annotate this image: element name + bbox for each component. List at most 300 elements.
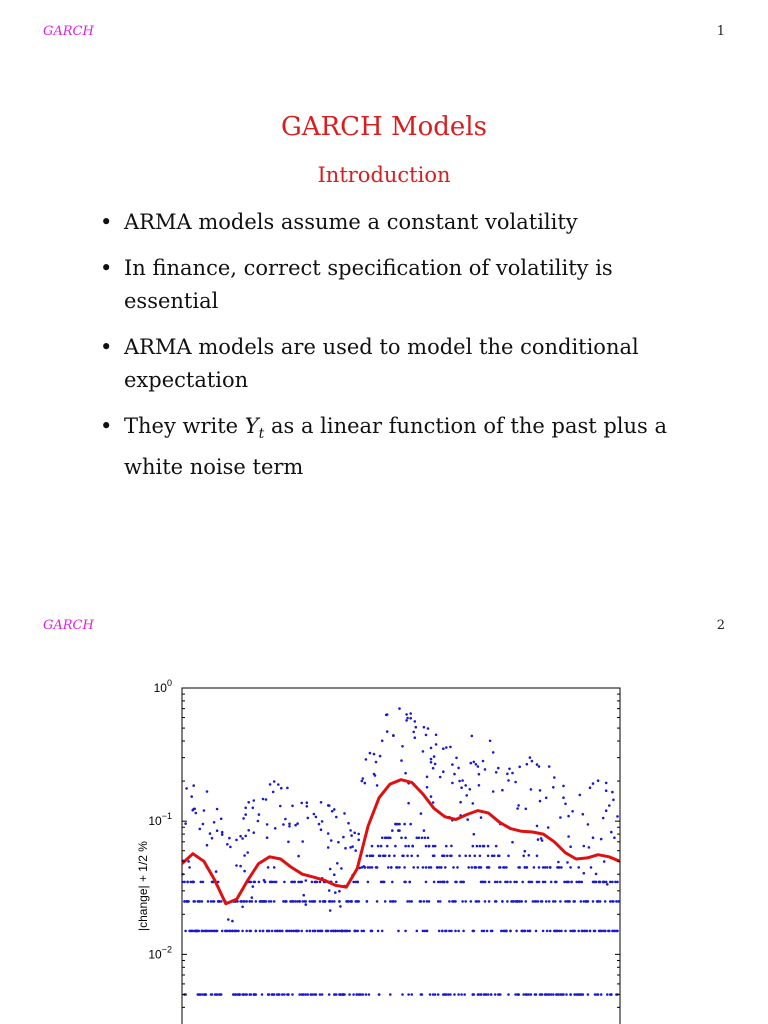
data-point <box>538 866 541 869</box>
data-point <box>525 900 528 903</box>
data-point <box>314 930 317 933</box>
data-point <box>528 854 531 857</box>
data-point <box>491 930 494 933</box>
data-point <box>321 820 324 823</box>
data-point <box>536 763 539 766</box>
data-point <box>549 930 552 933</box>
data-point <box>340 867 343 870</box>
data-point <box>496 881 499 884</box>
data-point <box>271 930 274 933</box>
bullet-list <box>100 206 700 497</box>
data-point <box>305 903 308 906</box>
data-point <box>423 900 426 903</box>
data-point <box>571 810 574 813</box>
data-point <box>450 845 453 848</box>
data-point <box>501 900 504 903</box>
data-point <box>398 866 401 869</box>
data-point <box>411 845 414 848</box>
data-point <box>488 900 491 903</box>
data-point <box>423 829 426 832</box>
data-point <box>488 866 491 869</box>
data-point <box>402 855 405 858</box>
data-point <box>354 849 357 852</box>
data-point <box>428 845 431 848</box>
data-point <box>439 776 442 779</box>
data-point <box>522 855 525 858</box>
data-point <box>511 772 514 775</box>
data-point <box>362 993 365 996</box>
data-point <box>557 861 560 864</box>
data-point <box>371 845 374 848</box>
data-point <box>438 930 441 933</box>
data-point <box>479 855 482 858</box>
data-point <box>541 839 544 842</box>
data-point <box>452 866 455 869</box>
data-point <box>581 881 584 884</box>
data-point <box>335 881 338 884</box>
data-point <box>430 758 433 761</box>
data-point <box>506 900 509 903</box>
data-point <box>393 855 396 858</box>
data-point <box>410 900 413 903</box>
data-point <box>459 801 462 804</box>
data-point <box>427 727 430 730</box>
data-point <box>473 930 476 933</box>
data-point <box>368 993 371 996</box>
data-point <box>404 845 407 848</box>
data-point <box>616 815 619 818</box>
math-variable: Y <box>244 414 259 438</box>
data-point <box>296 822 299 825</box>
bullet-item <box>100 206 700 239</box>
data-point <box>305 900 308 903</box>
data-point <box>254 881 257 884</box>
data-point <box>545 900 548 903</box>
data-point <box>442 770 445 773</box>
data-point <box>565 993 568 996</box>
data-point <box>409 823 412 826</box>
data-point <box>478 773 481 776</box>
data-point <box>253 831 256 834</box>
data-point <box>440 866 443 869</box>
data-point <box>580 900 583 903</box>
data-point <box>426 776 429 779</box>
data-point <box>583 872 586 875</box>
data-point <box>495 771 498 774</box>
data-point <box>186 881 189 884</box>
data-point <box>378 993 381 996</box>
data-point <box>473 993 476 996</box>
bullet-text: ARMA models are used to model the conditional expectation <box>124 335 639 392</box>
data-point <box>367 881 370 884</box>
data-point <box>604 930 607 933</box>
data-point <box>379 755 382 758</box>
data-point <box>335 816 338 819</box>
data-point <box>588 846 591 849</box>
data-point <box>610 993 613 996</box>
data-point <box>321 930 324 933</box>
data-point <box>274 827 277 830</box>
data-point <box>262 798 265 801</box>
data-point <box>473 833 476 836</box>
data-point <box>327 832 330 835</box>
data-point <box>486 930 489 933</box>
data-point <box>547 826 550 829</box>
data-point <box>356 881 359 884</box>
data-point <box>479 845 482 848</box>
data-point <box>451 782 454 785</box>
data-point <box>235 839 238 842</box>
data-point <box>241 930 244 933</box>
data-point <box>582 993 585 996</box>
data-point <box>476 845 479 848</box>
data-point <box>509 930 512 933</box>
data-point <box>517 993 520 996</box>
data-point <box>464 900 467 903</box>
data-point <box>450 855 453 858</box>
data-point <box>383 881 386 884</box>
data-point <box>285 900 288 903</box>
plot-frame <box>182 688 620 1024</box>
data-point <box>430 866 433 869</box>
data-point <box>278 993 281 996</box>
data-point <box>238 993 241 996</box>
data-point <box>453 993 456 996</box>
data-point <box>445 845 448 848</box>
data-point <box>403 866 406 869</box>
data-point <box>279 805 282 808</box>
data-point <box>353 832 356 835</box>
data-point <box>227 918 230 921</box>
y-tick-label: $10^{-2}$ <box>148 944 172 962</box>
data-point <box>518 766 521 769</box>
data-point <box>184 822 187 825</box>
data-point <box>415 726 418 729</box>
data-point <box>334 891 337 894</box>
data-point <box>499 993 502 996</box>
data-point <box>418 837 421 840</box>
data-point <box>272 791 275 794</box>
data-point <box>220 900 223 903</box>
data-point <box>192 784 195 787</box>
data-point <box>211 837 214 840</box>
data-point <box>464 784 467 787</box>
data-point <box>376 900 379 903</box>
data-point <box>258 813 261 816</box>
data-point <box>283 881 286 884</box>
data-point <box>542 930 545 933</box>
data-point <box>430 795 433 798</box>
data-point <box>461 779 464 782</box>
data-point <box>610 831 613 834</box>
data-point <box>538 881 541 884</box>
data-point <box>407 993 410 996</box>
smoothed-series-line <box>182 780 620 904</box>
data-point <box>426 930 429 933</box>
data-point <box>229 846 232 849</box>
data-point <box>605 789 608 792</box>
data-point <box>569 993 572 996</box>
data-point <box>193 808 196 811</box>
data-point <box>458 780 461 783</box>
data-point <box>462 881 465 884</box>
data-point <box>284 818 287 821</box>
data-point <box>434 763 437 766</box>
data-point <box>307 817 310 820</box>
data-point <box>544 881 547 884</box>
data-point <box>372 855 375 858</box>
data-point <box>243 854 246 857</box>
page-number: 2 <box>716 618 725 633</box>
data-point <box>594 930 597 933</box>
data-point <box>404 930 407 933</box>
data-point <box>412 866 415 869</box>
data-point <box>562 785 565 788</box>
data-point <box>474 855 477 858</box>
data-point <box>421 837 424 840</box>
data-point <box>252 807 255 810</box>
data-point <box>333 900 336 903</box>
data-point <box>520 900 523 903</box>
data-point <box>460 786 463 789</box>
data-point <box>329 868 332 871</box>
data-point <box>305 879 308 882</box>
data-point <box>478 900 481 903</box>
data-point <box>467 866 470 869</box>
data-point <box>577 866 580 869</box>
data-point <box>434 845 437 848</box>
data-point <box>386 845 389 848</box>
data-point <box>401 993 404 996</box>
math-subscript: t <box>258 426 265 443</box>
data-point <box>535 930 538 933</box>
data-point <box>321 993 324 996</box>
data-point <box>410 993 413 996</box>
data-point <box>564 930 567 933</box>
data-point <box>428 900 431 903</box>
data-point <box>549 866 552 869</box>
data-point <box>245 930 248 933</box>
data-point <box>302 894 305 897</box>
data-point <box>244 807 247 810</box>
data-point <box>417 866 420 869</box>
data-point <box>605 809 608 812</box>
data-point <box>602 817 605 820</box>
data-point <box>471 735 474 738</box>
data-point <box>511 841 514 844</box>
data-point <box>337 841 340 844</box>
data-point <box>188 866 191 869</box>
data-point <box>524 850 527 853</box>
data-point <box>315 816 318 819</box>
data-point <box>435 734 438 737</box>
data-point <box>235 864 238 867</box>
y-tick-label: $10^0$ <box>153 678 172 695</box>
data-point <box>282 823 285 826</box>
data-point <box>291 805 294 808</box>
data-point <box>237 930 240 933</box>
data-point <box>216 930 219 933</box>
data-point <box>338 900 341 903</box>
data-point <box>430 747 433 750</box>
data-point <box>329 909 332 912</box>
data-point <box>611 881 614 884</box>
data-point <box>531 881 534 884</box>
data-point <box>333 808 336 811</box>
data-point <box>300 881 303 884</box>
data-point <box>425 866 428 869</box>
data-point <box>389 837 392 840</box>
data-point <box>475 866 478 869</box>
data-point <box>545 797 548 800</box>
data-point <box>514 781 517 784</box>
data-point <box>215 870 218 873</box>
data-point <box>307 993 310 996</box>
data-point <box>375 761 378 764</box>
data-point <box>281 930 284 933</box>
data-point <box>193 900 196 903</box>
data-point <box>408 881 411 884</box>
data-point <box>448 900 451 903</box>
data-point <box>433 881 436 884</box>
data-point <box>562 993 565 996</box>
data-point <box>351 845 354 848</box>
data-point <box>261 993 264 996</box>
data-point <box>231 920 234 923</box>
data-point <box>255 900 258 903</box>
data-point <box>517 804 520 807</box>
data-point <box>275 881 278 884</box>
data-point <box>579 794 582 797</box>
data-point <box>508 768 511 771</box>
data-point <box>403 823 406 826</box>
data-point <box>480 816 483 819</box>
data-point <box>243 870 246 873</box>
bullet-text: as a linear function of the past plus a white noise term <box>124 414 668 480</box>
data-point <box>386 713 389 716</box>
data-point <box>611 791 614 794</box>
data-point <box>603 860 606 863</box>
data-point <box>507 993 510 996</box>
data-point <box>213 821 216 824</box>
data-point <box>344 847 347 850</box>
data-point <box>422 750 425 753</box>
data-point <box>379 855 382 858</box>
data-point <box>187 900 190 903</box>
data-point <box>554 900 557 903</box>
data-point <box>449 993 452 996</box>
data-point <box>566 861 569 864</box>
data-point <box>470 762 473 765</box>
data-point <box>314 900 317 903</box>
data-point <box>371 930 374 933</box>
data-point <box>293 881 296 884</box>
data-point <box>577 930 580 933</box>
data-point <box>470 900 473 903</box>
data-point <box>268 993 271 996</box>
data-point <box>483 930 486 933</box>
data-point <box>221 833 224 836</box>
data-point <box>363 930 366 933</box>
data-point <box>424 837 427 840</box>
data-point <box>466 818 469 821</box>
data-point <box>550 881 553 884</box>
data-point <box>266 823 269 826</box>
data-point <box>198 930 201 933</box>
bullet-text: They write <box>124 414 245 438</box>
data-point <box>427 837 430 840</box>
data-point <box>538 765 541 768</box>
data-point <box>586 930 589 933</box>
data-point <box>239 835 242 838</box>
data-point <box>405 719 408 722</box>
data-point <box>526 763 529 766</box>
data-point <box>365 758 368 761</box>
data-point <box>464 855 467 858</box>
data-point <box>560 930 563 933</box>
data-point <box>457 993 460 996</box>
data-point <box>241 906 244 909</box>
data-point <box>437 993 440 996</box>
data-point <box>421 993 424 996</box>
data-point <box>483 845 486 848</box>
data-point <box>445 930 448 933</box>
data-point <box>461 900 464 903</box>
data-point <box>273 993 276 996</box>
data-point <box>364 866 367 869</box>
data-point <box>404 772 407 775</box>
data-point <box>390 866 393 869</box>
data-point <box>386 730 389 733</box>
data-point <box>573 930 576 933</box>
data-point <box>423 726 426 729</box>
data-point <box>429 993 432 996</box>
data-point <box>612 799 615 802</box>
data-point <box>469 855 472 858</box>
data-point <box>348 930 351 933</box>
data-point <box>311 881 314 884</box>
data-point <box>417 855 420 858</box>
data-point <box>371 866 374 869</box>
data-point <box>387 866 390 869</box>
data-point <box>454 900 457 903</box>
data-point <box>397 930 400 933</box>
data-point <box>258 881 261 884</box>
data-point <box>268 930 271 933</box>
data-point <box>259 930 262 933</box>
data-point <box>472 845 475 848</box>
data-point <box>320 828 323 831</box>
data-point <box>350 900 353 903</box>
data-point <box>301 840 304 843</box>
data-point <box>365 993 368 996</box>
data-point <box>605 782 608 785</box>
data-point <box>300 802 303 805</box>
data-point <box>247 801 250 804</box>
data-point <box>250 930 253 933</box>
data-point <box>439 900 442 903</box>
data-point <box>241 837 244 840</box>
data-point <box>319 900 322 903</box>
data-point <box>273 900 276 903</box>
data-point <box>446 881 449 884</box>
data-point <box>455 757 458 760</box>
section-heading: Introduction <box>317 163 451 187</box>
data-point <box>330 839 333 842</box>
data-point <box>407 845 410 848</box>
data-point <box>306 805 309 808</box>
data-point <box>366 855 369 858</box>
